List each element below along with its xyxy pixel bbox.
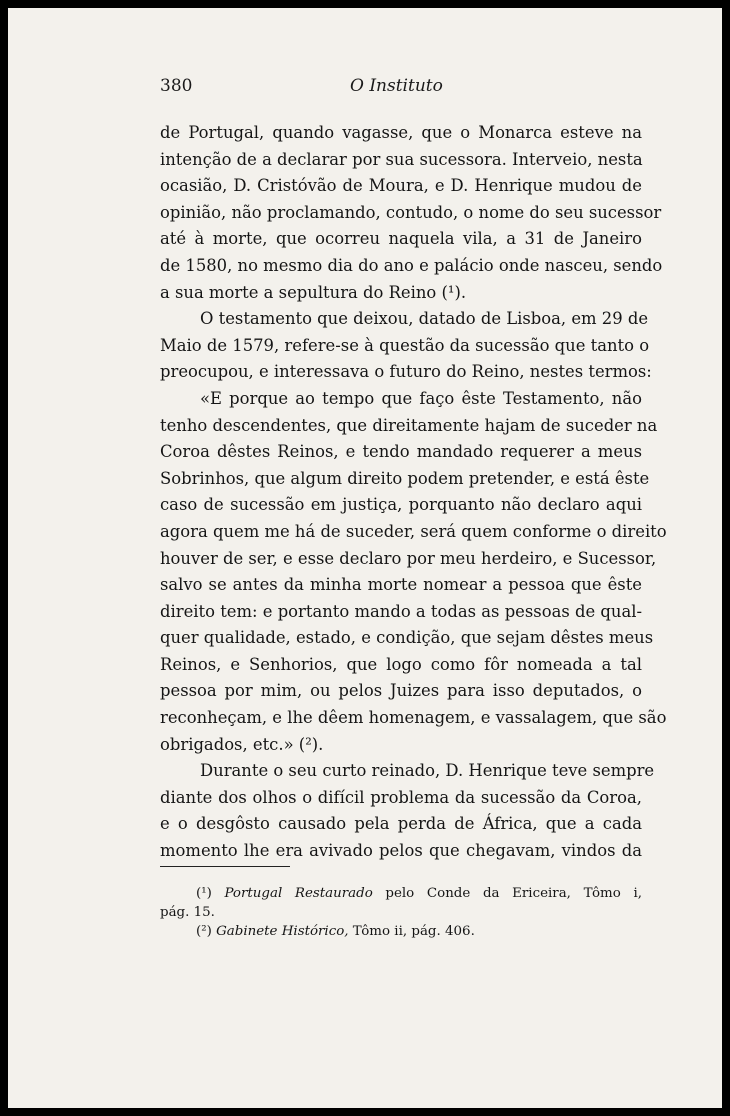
footnote-title: Portugal Restaurado — [224, 886, 373, 901]
text-line: pessoa por mim, ou pelos Juizes para isso deputados, o — [160, 681, 642, 701]
text-line: Durante o seu curto reinado, D. Henrique teve sempre — [200, 761, 655, 781]
text-line: caso de sucessão em justiça, porquanto não declaro aqui — [160, 495, 642, 515]
text-line: direito tem: e portanto mando a todas as pessoas de qual- — [160, 601, 642, 621]
text-line: salvo se antes da minha morte nomear a pessoa que êste — [160, 575, 642, 595]
text-line: houver de ser, e esse declaro por meu herdeiro, e Sucessor, — [160, 548, 657, 568]
text-line: momento lhe era avivado pelos que chegavam, vindos da — [160, 841, 642, 861]
text-line: e o desgôsto causado pela perda de África, que a cada — [160, 814, 642, 834]
footnote-title: Gabinete Histórico, — [216, 924, 349, 939]
running-title: O Instituto — [350, 76, 443, 96]
paragraph-2 — [160, 306, 652, 386]
text-line: opinião, não proclamando, contudo, o nome do seu sucessor — [160, 202, 662, 222]
text-line: de 1580, no mesmo dia do ano e palácio onde nasceu, sendo — [160, 255, 663, 275]
footnote-marker: (¹) — [196, 886, 212, 901]
text-line: de Portugal, quando vagasse, que o Monarca esteve na — [160, 123, 642, 142]
page — [8, 8, 722, 1108]
page-header — [160, 76, 637, 98]
paragraph-3-quotation — [160, 386, 667, 758]
footnote-line — [160, 922, 642, 941]
text-line: até à morte, que ocorreu naquela vila, a 31 de Janeiro — [160, 229, 642, 249]
text-line: «E porque ao tempo que faço êste Testamento, não — [200, 388, 642, 408]
text-line: a sua morte a sepultura do Reino (¹). — [160, 282, 467, 302]
text-line: agora quem me há de suceder, será quem conforme o direito — [160, 521, 667, 541]
text-line: diante dos olhos o difícil problema da sucessão da Coroa, — [160, 787, 642, 807]
text-line: preocupou, e interessava o futuro do Reino, nestes termos: — [160, 362, 652, 382]
text-line: Sobrinhos, que algum direito podem pretender, e está êste — [160, 468, 650, 488]
footnote-text: Tômo ii, pág. 406. — [352, 924, 475, 939]
paragraph-1 — [160, 120, 663, 306]
footnotes — [160, 884, 642, 941]
text-line: intenção de a declarar por sua sucessora. Interveio, nesta — [160, 149, 643, 169]
text-line: quer qualidade, estado, e condição, que sejam dêstes meus — [160, 628, 654, 648]
footnote-line: pág. 15. — [160, 905, 215, 920]
footnote-text: pelo Conde da Ericeira, Tômo i, — [385, 886, 642, 901]
text-line: ocasião, D. Cristóvão de Moura, e D. Henrique mudou de — [160, 176, 642, 196]
text-line: reconheçam, e lhe dêem homenagem, e vassalagem, que são — [160, 708, 667, 728]
footnote-line — [160, 884, 642, 903]
text-line: obrigados, etc.» (²). — [160, 734, 324, 754]
body-text — [160, 120, 667, 865]
text-line: Reinos, e Senhorios, que logo como fôr nomeada a tal — [160, 654, 642, 674]
page-number: 380 — [160, 76, 193, 96]
footnote-divider — [160, 866, 290, 867]
paragraph-4 — [160, 758, 655, 864]
footnote-marker: (²) — [196, 924, 212, 939]
footnote-1 — [160, 884, 642, 922]
text-line: tenho descendentes, que direitamente hajam de suceder na — [160, 415, 658, 435]
text-line: Coroa dêstes Reinos, e tendo mandado requerer a meus — [160, 442, 642, 462]
text-line: Maio de 1579, refere-se à questão da sucessão que tanto o — [160, 335, 650, 355]
footnote-2 — [160, 922, 642, 941]
text-line: O testamento que deixou, datado de Lisboa, em 29 de — [200, 309, 649, 329]
